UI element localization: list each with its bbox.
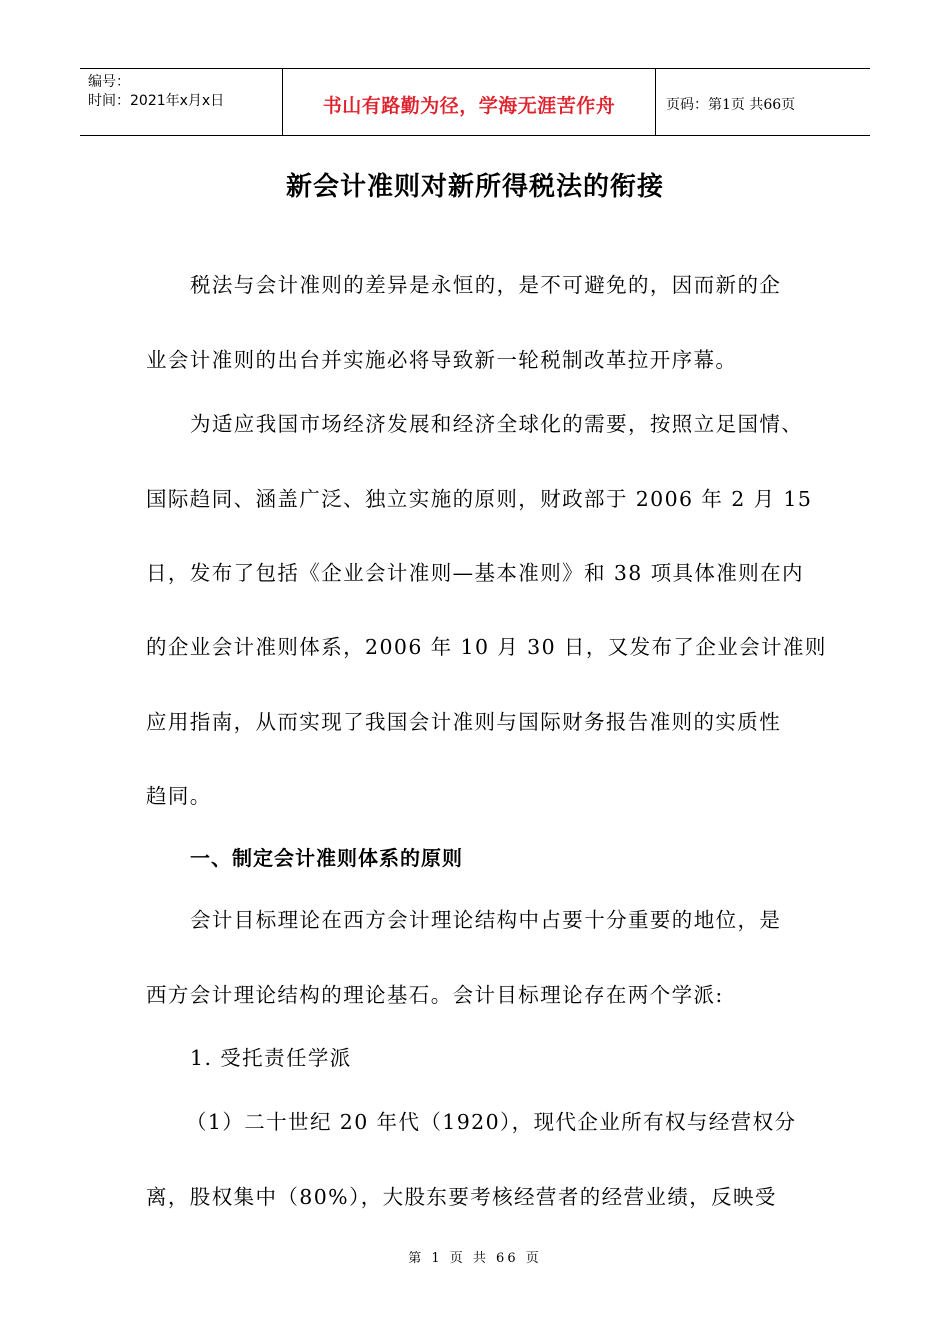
paragraph-line: （1）二十世纪 20 年代（1920），现代企业所有权与经营权分 — [186, 1110, 797, 1134]
paragraph-line: 为适应我国市场经济发展和经济全球化的需要，按照立足国情、 — [190, 412, 804, 436]
header-motto: 书山有路勤为径，学海无涯苦作舟 — [322, 94, 616, 117]
paragraph-line: 业会计准则的出台并实施必将导致新一轮税制改革拉开序幕。 — [146, 348, 738, 372]
paragraph-line: 会计目标理论在西方会计理论结构中占要十分重要的地位，是 — [190, 908, 782, 932]
paragraph-line: 离，股权集中（80%），大股东要考核经营者的经营业绩，反映受 — [146, 1185, 777, 1209]
document-title: 新会计准则对新所得税法的衔接 — [285, 172, 664, 202]
list-item-heading: 1. 受托责任学派 — [190, 1046, 352, 1070]
paragraph-line: 应用指南，从而实现了我国会计准则与国际财务报告准则的实质性 — [146, 710, 782, 734]
page-footer: 第 1 页 共 66 页 — [408, 1251, 542, 1266]
paragraph-line: 西方会计理论结构的理论基石。会计目标理论存在两个学派: — [146, 983, 724, 1007]
document-time-label: 时间：2021年x月x日 — [88, 93, 225, 109]
page-header — [80, 68, 870, 136]
header-page-cell — [656, 69, 870, 135]
paragraph-line: 的企业会计准则体系，2006 年 10 月 30 日，又发布了企业会计准则 — [146, 635, 827, 659]
paragraph-line: 国际趋同、涵盖广泛、独立实施的原则，财政部于 2006 年 2 月 15 — [146, 487, 813, 511]
paragraph-line: 趋同。 — [146, 784, 212, 808]
document-number-label: 编号： — [88, 74, 130, 90]
paragraph-line: 税法与会计准则的差异是永恒的，是不可避免的，因而新的企 — [190, 273, 782, 297]
header-page-info: 页码：第1页 共66页 — [666, 97, 796, 113]
section-heading: 一、制定会计准则体系的原则 — [190, 846, 463, 870]
paragraph-line: 日，发布了包括《企业会计准则—基本准则》和 38 项具体准则在内 — [146, 561, 804, 585]
header-meta-cell — [80, 69, 283, 135]
header-motto-cell — [283, 69, 656, 135]
